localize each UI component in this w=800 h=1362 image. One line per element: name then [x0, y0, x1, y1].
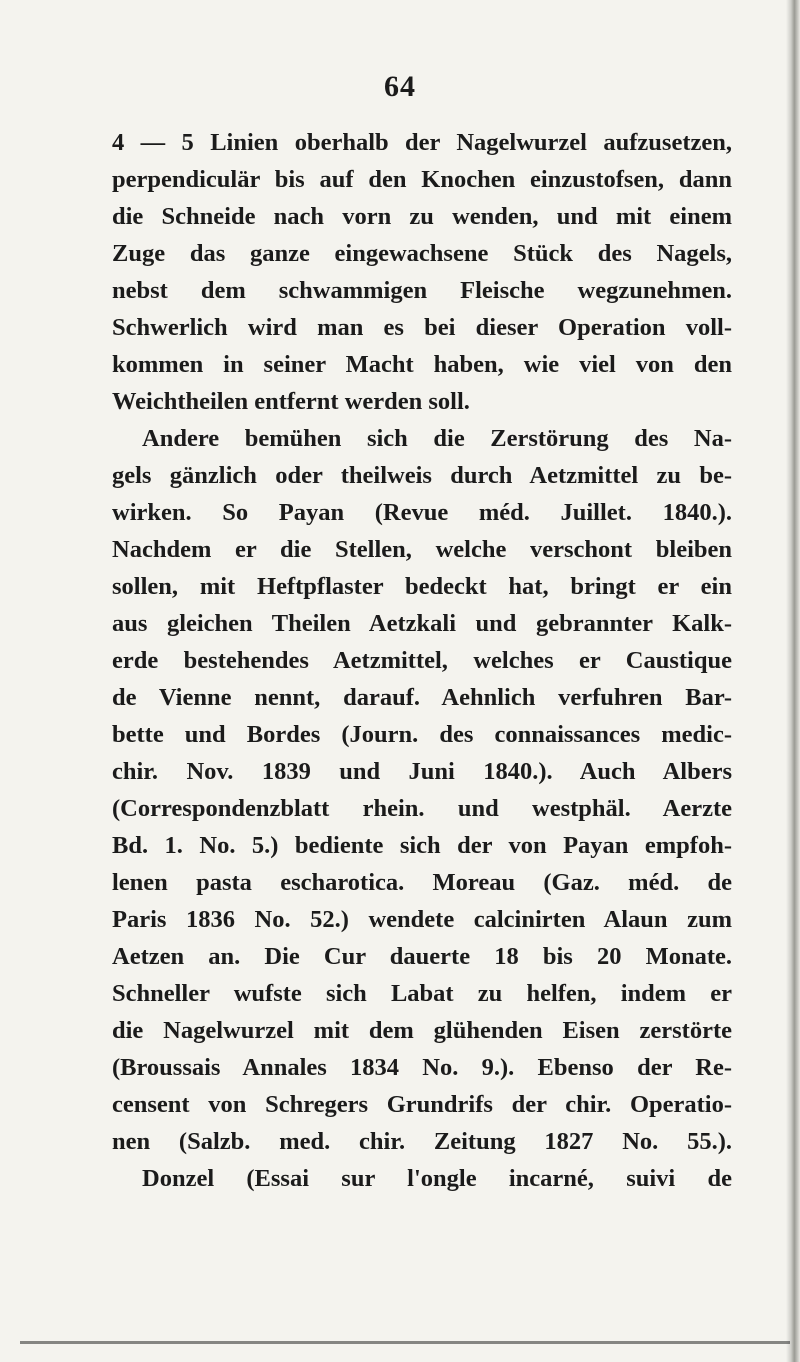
text-line: chir. Nov. 1839 und Juni 1840.). Auch Albers [112, 758, 732, 785]
text-line: gels gänzlich oder theilweis durch Aetzmittel zu be- [112, 462, 732, 489]
text-line: kommen in seiner Macht haben, wie viel von den [112, 351, 732, 378]
text-line: de Vienne nennt, darauf. Aehnlich verfuhren Bar- [112, 684, 732, 711]
text-line: Weichtheilen entfernt werden soll. [112, 388, 470, 415]
text-line: Schneller wufste sich Labat zu helfen, indem er [112, 980, 732, 1007]
text-line: Donzel (Essai sur l'ongle incarné, suivi de [142, 1165, 732, 1192]
text-line: (Broussais Annales 1834 No. 9.). Ebenso der Re- [112, 1054, 732, 1081]
text-line: 4 — 5 Linien oberhalb der Nagelwurzel aufzusetzen, [112, 129, 732, 156]
text-line: aus gleichen Theilen Aetzkali und gebrannter Kalk- [112, 610, 732, 637]
text-line: die Nagelwurzel mit dem glühenden Eisen zerstörte [112, 1017, 732, 1044]
bottom-rule [20, 1341, 790, 1344]
text-line: lenen pasta escharotica. Moreau (Gaz. méd. de [112, 869, 732, 896]
page-edge [786, 0, 800, 1362]
text-line: bette und Bordes (Journ. des connaissances medic- [112, 721, 732, 748]
text-line: erde bestehendes Aetzmittel, welches er Caustique [112, 647, 732, 674]
text-line: die Schneide nach vorn zu wenden, und mit einem [112, 203, 732, 230]
text-line: perpendiculär bis auf den Knochen einzustofsen, dann [112, 166, 732, 193]
body-text [112, 124, 732, 1197]
text-line: (Correspondenzblatt rhein. und westphäl. Aerzte [112, 795, 732, 822]
text-line: Andere bemühen sich die Zerstörung des Na- [142, 425, 732, 452]
text-line: Aetzen an. Die Cur dauerte 18 bis 20 Monate. [112, 943, 732, 970]
page-number: 64 [384, 70, 416, 103]
text-line: Schwerlich wird man es bei dieser Operation voll- [112, 314, 732, 341]
text-line: Paris 1836 No. 52.) wendete calcinirten Alaun zum [112, 906, 732, 933]
text-line: sollen, mit Heftpflaster bedeckt hat, bringt er ein [112, 573, 732, 600]
text-line: Zuge das ganze eingewachsene Stück des Nagels, [112, 240, 732, 267]
text-line: Nachdem er die Stellen, welche verschont bleiben [112, 536, 732, 563]
text-line: censent von Schregers Grundrifs der chir. Operatio- [112, 1091, 732, 1118]
text-line: nebst dem schwammigen Fleische wegzunehmen. [112, 277, 732, 304]
text-line: nen (Salzb. med. chir. Zeitung 1827 No. 55.). [112, 1128, 732, 1155]
text-line: wirken. So Payan (Revue méd. Juillet. 1840.). [112, 499, 732, 526]
text-line: Bd. 1. No. 5.) bediente sich der von Payan empfoh- [112, 832, 732, 859]
